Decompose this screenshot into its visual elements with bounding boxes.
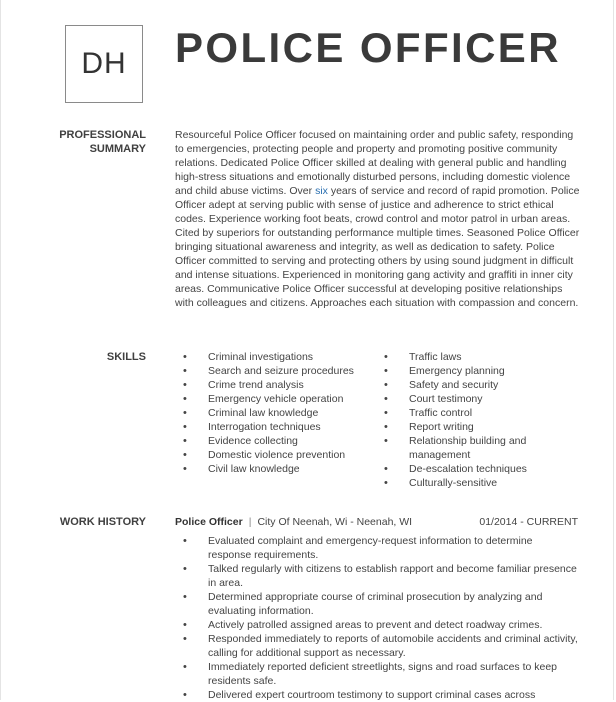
list-item: • Interrogation techniques bbox=[183, 420, 373, 434]
list-item: • Report writing bbox=[384, 420, 559, 434]
summary-section-label bbox=[0, 128, 146, 156]
list-item: • Culturally-sensitive bbox=[384, 476, 559, 490]
summary-text-end: years of service and record of rapid promotion. Police Officer adept at serving public with sense of justice and adherence to strict ethical codes. Experience working foot beats, crowd control and motor patrol in urban areas. Cited by superiors for outstanding performance multiple times. Seasoned Police Officer bringing situational awareness and integrity, as well as dedication to safety. Police Officer committed to serving and protecting others by using sound judgment in difficult and intense situations. Experienced in monitoring gang activity and graffiti in inner city areas. Communicative Police Officer successful at developing positive relationships with colleagues and citizens. Approaches each situation with compassion and concern. bbox=[175, 185, 580, 309]
list-item: • Delivered expert courtroom testimony to support criminal cases across bbox=[183, 688, 578, 702]
work-history-section-label: WORK HISTORY bbox=[59, 516, 146, 528]
list-item: • Domestic violence prevention bbox=[183, 448, 373, 462]
summary-highlight-years: six bbox=[315, 185, 328, 197]
resume-title: POLICE OFFICER bbox=[175, 24, 561, 71]
list-item: • Civil law knowledge bbox=[183, 462, 373, 476]
job-dates: 01/2014 - CURRENT bbox=[479, 516, 578, 528]
list-item: • Criminal investigations bbox=[183, 350, 373, 364]
initials: DH bbox=[81, 47, 127, 80]
list-item: • Criminal law knowledge bbox=[183, 406, 373, 420]
list-item: • Traffic control bbox=[384, 406, 559, 420]
monogram-box bbox=[65, 25, 143, 103]
list-item: • Court testimony bbox=[384, 392, 559, 406]
list-item: • Responded immediately to reports of automobile accidents and criminal activity, calling for additional support as necessary. bbox=[183, 632, 578, 660]
list-item: • Talked regularly with citizens to establish rapport and become familiar presence in area. bbox=[183, 562, 578, 590]
job-location: City Of Neenah, Wi - Neenah, WI bbox=[257, 516, 413, 528]
list-item: • Immediately reported deficient streetlights, signs and road surfaces to keep residents safe. bbox=[183, 660, 578, 688]
list-item: • Actively patrolled assigned areas to prevent and detect roadway crimes. bbox=[183, 618, 578, 632]
list-item: • Relationship building and management bbox=[384, 434, 559, 462]
list-item: • Evidence collecting bbox=[183, 434, 373, 448]
summary-label-line2: SUMMARY bbox=[89, 143, 146, 155]
list-item: • Determined appropriate course of criminal prosecution by analyzing and evaluating information. bbox=[183, 590, 578, 618]
skills-left-list bbox=[183, 350, 373, 476]
list-item: • Traffic laws bbox=[384, 350, 559, 364]
skills-right-list bbox=[384, 350, 559, 490]
job-separator: | bbox=[248, 516, 252, 528]
list-item: • Safety and security bbox=[384, 378, 559, 392]
list-item: • Crime trend analysis bbox=[183, 378, 373, 392]
job-duties-list bbox=[183, 534, 578, 702]
list-item: • Emergency planning bbox=[384, 364, 559, 378]
summary-text bbox=[175, 128, 580, 310]
list-item: • Search and seizure procedures bbox=[183, 364, 373, 378]
job-header bbox=[175, 515, 578, 529]
summary-text-start: Resourceful Police Officer focused on maintaining order and public safety, responding to emergencies, protecting people and property and promoting positive community relations. Dedicated Police Officer skilled at dealing with general public and handling high-stress situations and emotionally disturbed persons, including domestic violence and child abuse victims. Over bbox=[175, 129, 574, 197]
list-item: • Emergency vehicle operation bbox=[183, 392, 373, 406]
list-item: • Evaluated complaint and emergency-request information to determine response requirements. bbox=[183, 534, 578, 562]
job-title: Police Officer bbox=[175, 516, 243, 528]
skills-section-label: SKILLS bbox=[106, 351, 146, 363]
summary-label-line1: PROFESSIONAL bbox=[59, 129, 146, 141]
list-item: • De-escalation techniques bbox=[384, 462, 559, 476]
